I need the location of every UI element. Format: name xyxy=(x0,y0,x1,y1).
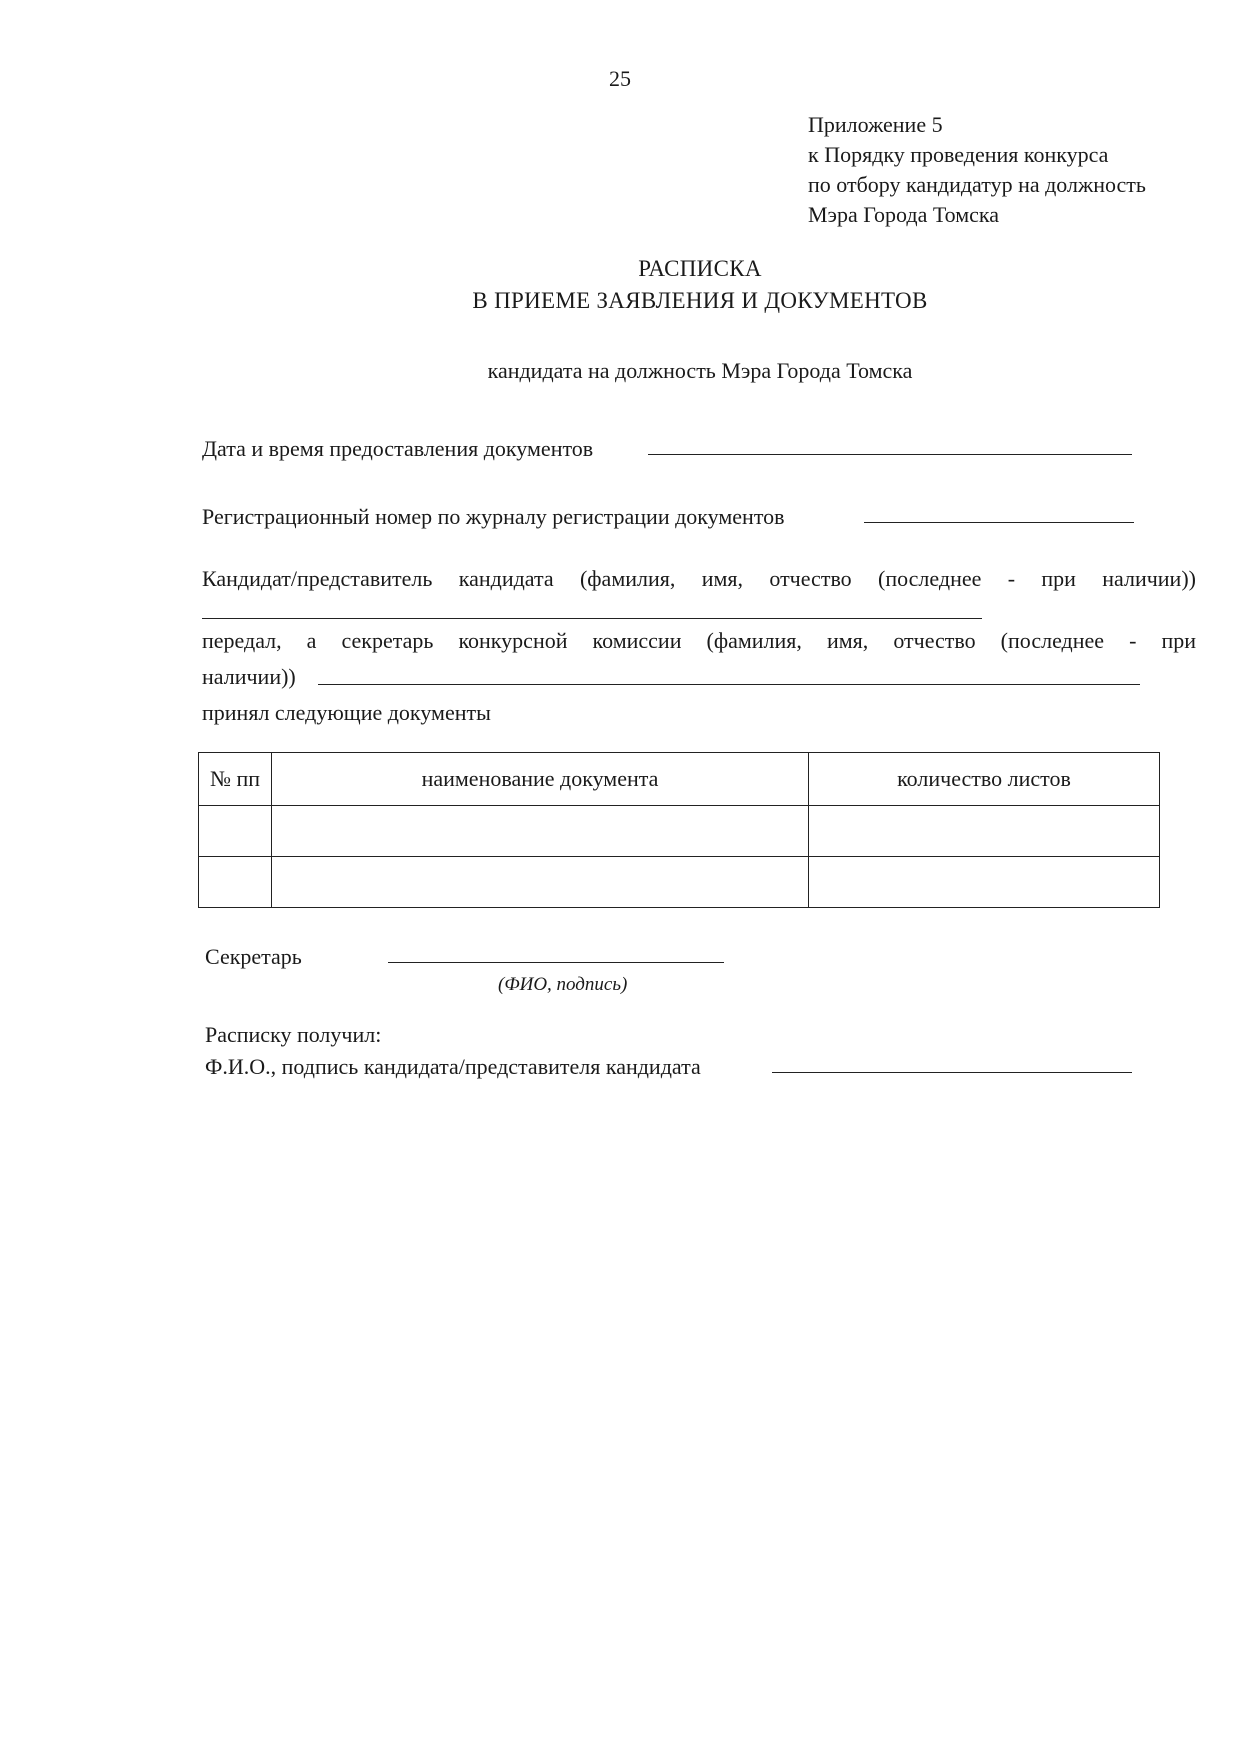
receipt-signature-line[interactable] xyxy=(772,1072,1132,1073)
appendix-line: Мэра Города Томска xyxy=(808,202,1000,227)
candidate-label: Кандидат/представитель кандидата (фамилия, имя, отчество (последнее - при наличии)) xyxy=(202,566,1196,591)
passed-label-continued: наличии)) xyxy=(202,664,296,689)
receipt-received-label: Расписку получил: xyxy=(205,1022,382,1047)
appendix-block xyxy=(808,110,1146,230)
table-cell-document-name[interactable] xyxy=(272,857,809,908)
document-title: РАСПИСКА xyxy=(638,256,762,281)
appendix-line: по отбору кандидатур на должность xyxy=(808,172,1146,197)
receipt-signature-label: Ф.И.О., подпись кандидата/представителя кандидата xyxy=(205,1054,701,1079)
appendix-line: к Порядку проведения конкурса xyxy=(808,142,1109,167)
datetime-blank-line[interactable] xyxy=(648,454,1132,455)
table-cell-number[interactable] xyxy=(199,806,272,857)
candidate-blank-line[interactable] xyxy=(202,618,982,619)
document-subtitle: кандидата на должность Мэра Города Томска xyxy=(487,358,913,383)
datetime-label: Дата и время предоставления документов xyxy=(202,436,594,461)
accepted-label: принял следующие документы xyxy=(202,700,491,725)
signature-caption: (ФИО, подпись) xyxy=(498,974,628,995)
secretary-name-blank-line[interactable] xyxy=(318,684,1140,685)
reg-number-label: Регистрационный номер по журналу регистрации документов xyxy=(202,504,785,529)
table-cell-document-name[interactable] xyxy=(272,806,809,857)
table-row xyxy=(199,806,1160,857)
secretary-signature-line[interactable] xyxy=(388,962,724,963)
passed-label: передал, а секретарь конкурсной комиссии (фамилия, имя, отчество (последнее - при xyxy=(202,628,1196,653)
documents-table xyxy=(198,752,1160,908)
header-document-name: наименование документа xyxy=(272,753,809,806)
reg-number-blank-line[interactable] xyxy=(864,522,1134,523)
page-number: 25 xyxy=(609,66,631,91)
secretary-label: Секретарь xyxy=(205,944,302,969)
header-sheet-count: количество листов xyxy=(809,753,1160,806)
table-cell-number[interactable] xyxy=(199,857,272,908)
table-header-row xyxy=(199,753,1160,806)
header-number: № пп xyxy=(199,753,272,806)
table-row xyxy=(199,857,1160,908)
appendix-line: Приложение 5 xyxy=(808,112,943,137)
table-cell-sheet-count[interactable] xyxy=(809,857,1160,908)
document-title-continued: В ПРИЕМЕ ЗАЯВЛЕНИЯ И ДОКУМЕНТОВ xyxy=(472,288,928,313)
table-cell-sheet-count[interactable] xyxy=(809,806,1160,857)
